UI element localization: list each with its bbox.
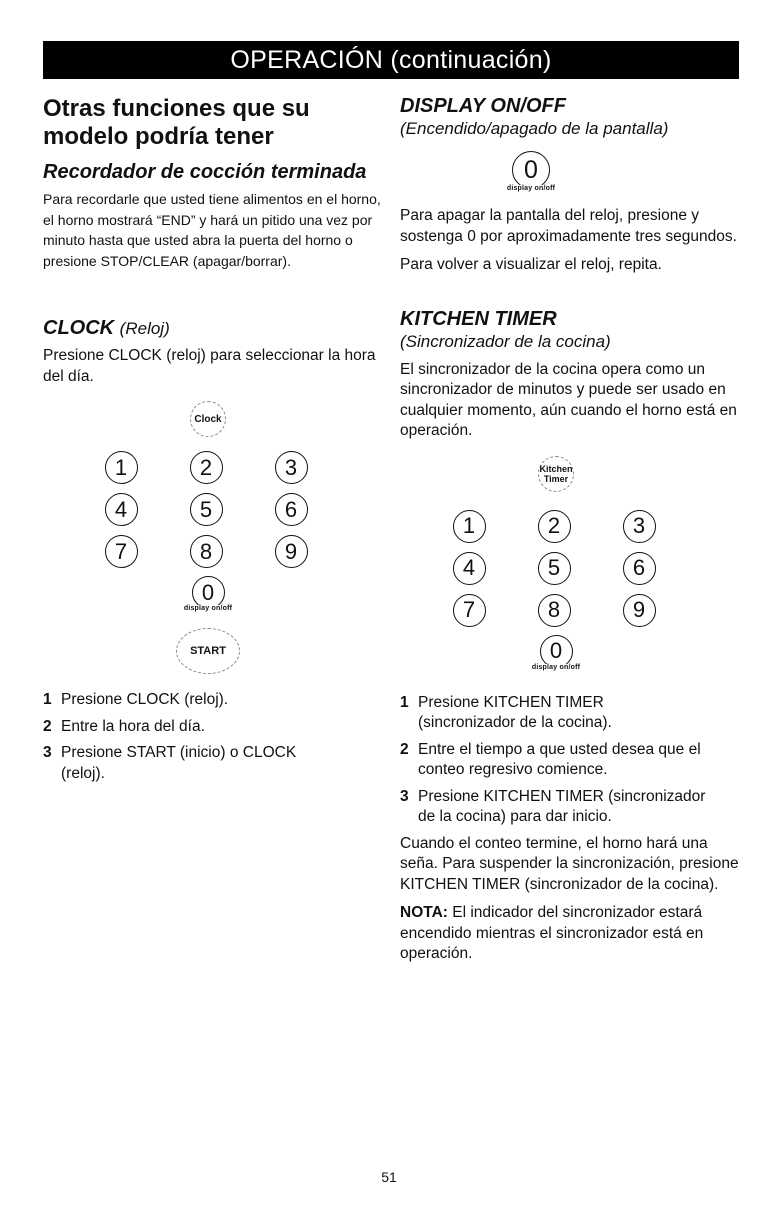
display-zero-label: display on/off <box>506 185 556 192</box>
step-text: Presione KITCHEN TIMER (sincronizador de la cocina) para dar inicio. <box>418 787 706 825</box>
clock-key-1: 1 <box>105 451 138 484</box>
clock-key-5: 5 <box>190 493 223 526</box>
clock-key-4: 4 <box>105 493 138 526</box>
timer-note <box>400 903 742 965</box>
timer-key-line1: Kitchen <box>539 463 573 474</box>
timer-key-0: 0 <box>540 635 573 668</box>
timer-keypad <box>370 510 742 627</box>
clock-steps <box>43 690 383 784</box>
clock-key-0: 0 <box>192 576 225 609</box>
note-label: NOTA: <box>400 904 448 921</box>
timer-steps <box>400 693 742 828</box>
section-heading: Otras funciones que su modelo podría tener <box>43 95 310 150</box>
clock-key-8: 8 <box>190 535 223 568</box>
step-number: 3 <box>400 787 409 805</box>
section-banner <box>43 41 739 79</box>
timer-step <box>400 693 688 734</box>
clock-key-icon <box>190 401 226 437</box>
timer-key-7: 7 <box>453 594 486 627</box>
right-column <box>400 95 742 965</box>
timer-step <box>400 787 718 828</box>
display-key-0: 0 <box>512 151 550 189</box>
clock-key-2: 2 <box>190 451 223 484</box>
clock-step <box>43 743 301 784</box>
reminder-body: Para recordarle que usted tiene alimentos en el horno, el horno mostrará “END” y hará un pitido una vez por minuto hasta que usted abra la puerta del horno o presione STOP/CLEAR (apagar/borrar). <box>43 191 381 269</box>
banner-title: OPERACIÓN (continuación) <box>230 45 552 74</box>
clock-title-paren: (Reloj) <box>119 319 170 338</box>
kitchen-timer-key-icon <box>538 456 574 492</box>
clock-key-3: 3 <box>275 451 308 484</box>
timer-key-3: 3 <box>623 510 656 543</box>
timer-key-line2: Timer <box>543 473 569 484</box>
timer-zero-key-group <box>370 635 742 671</box>
timer-key-1: 1 <box>453 510 486 543</box>
step-number: 1 <box>400 693 409 711</box>
step-text: Presione KITCHEN TIMER (sincronizador de la cocina). <box>418 693 612 731</box>
display-subtitle: (Encendido/apagado de la pantalla) <box>400 119 669 138</box>
clock-zero-key-group <box>33 576 383 612</box>
clock-step <box>43 690 383 711</box>
timer-subtitle: (Sincronizador de la cocina) <box>400 331 611 351</box>
note-text: El indicador del sincronizador estará encendido mientras el sincronizador está en operación. <box>400 904 704 962</box>
clock-title <box>43 317 383 340</box>
display-body-1: Para apagar la pantalla del reloj, presione y sostenga 0 por aproximadamente tres segundos. <box>400 207 737 245</box>
timer-body: El sincronizador de la cocina opera como un sincronizador de minutos y puede ser usado en cualquier momento, aún cuando el horno está en operación. <box>400 360 737 439</box>
display-zero-key-group <box>320 151 742 192</box>
timer-key-6: 6 <box>623 552 656 585</box>
left-column <box>43 95 383 790</box>
clock-key-6: 6 <box>275 493 308 526</box>
step-text: Presione CLOCK (reloj). <box>61 691 229 708</box>
timer-key-4: 4 <box>453 552 486 585</box>
page-number: 51 <box>381 1169 397 1185</box>
timer-key-2: 2 <box>538 510 571 543</box>
step-text: Entre la hora del día. <box>61 717 205 735</box>
display-title: DISPLAY ON/OFF <box>400 95 566 117</box>
start-key-icon <box>176 628 240 674</box>
timer-key-8: 8 <box>538 594 571 627</box>
timer-step <box>400 740 742 781</box>
reminder-title: Recordador de cocción terminada <box>43 161 367 183</box>
clock-body: Presione CLOCK (reloj) para seleccionar la hora del día. <box>43 347 376 385</box>
step-text: Entre el tiempo a que usted desea que el conteo regresivo comience. <box>418 740 701 778</box>
timer-key-5: 5 <box>538 552 571 585</box>
step-text: Presione START (inicio) o CLOCK (reloj). <box>61 744 297 782</box>
step-number: 3 <box>43 744 52 761</box>
step-number: 1 <box>43 691 52 708</box>
timer-title: KITCHEN TIMER <box>400 307 557 330</box>
step-number: 2 <box>43 717 52 735</box>
clock-key-7: 7 <box>105 535 138 568</box>
clock-keypad <box>33 451 383 568</box>
clock-step <box>43 717 383 738</box>
start-key-label: START <box>190 645 226 657</box>
clock-key-label: Clock <box>194 413 222 425</box>
clock-title-text: CLOCK <box>43 317 115 339</box>
clock-key-9: 9 <box>275 535 308 568</box>
timer-key-9: 9 <box>623 594 656 627</box>
step-number: 2 <box>400 740 409 758</box>
clock-zero-label: display on/off <box>183 605 233 612</box>
timer-zero-label: display on/off <box>531 663 581 671</box>
display-body-2: Para volver a visualizar el reloj, repita. <box>400 256 662 273</box>
timer-after-text: Cuando el conteo termine, el horno hará una seña. Para suspender la sincronización, presione KITCHEN TIMER (sincronizador de la cocina). <box>400 834 739 893</box>
